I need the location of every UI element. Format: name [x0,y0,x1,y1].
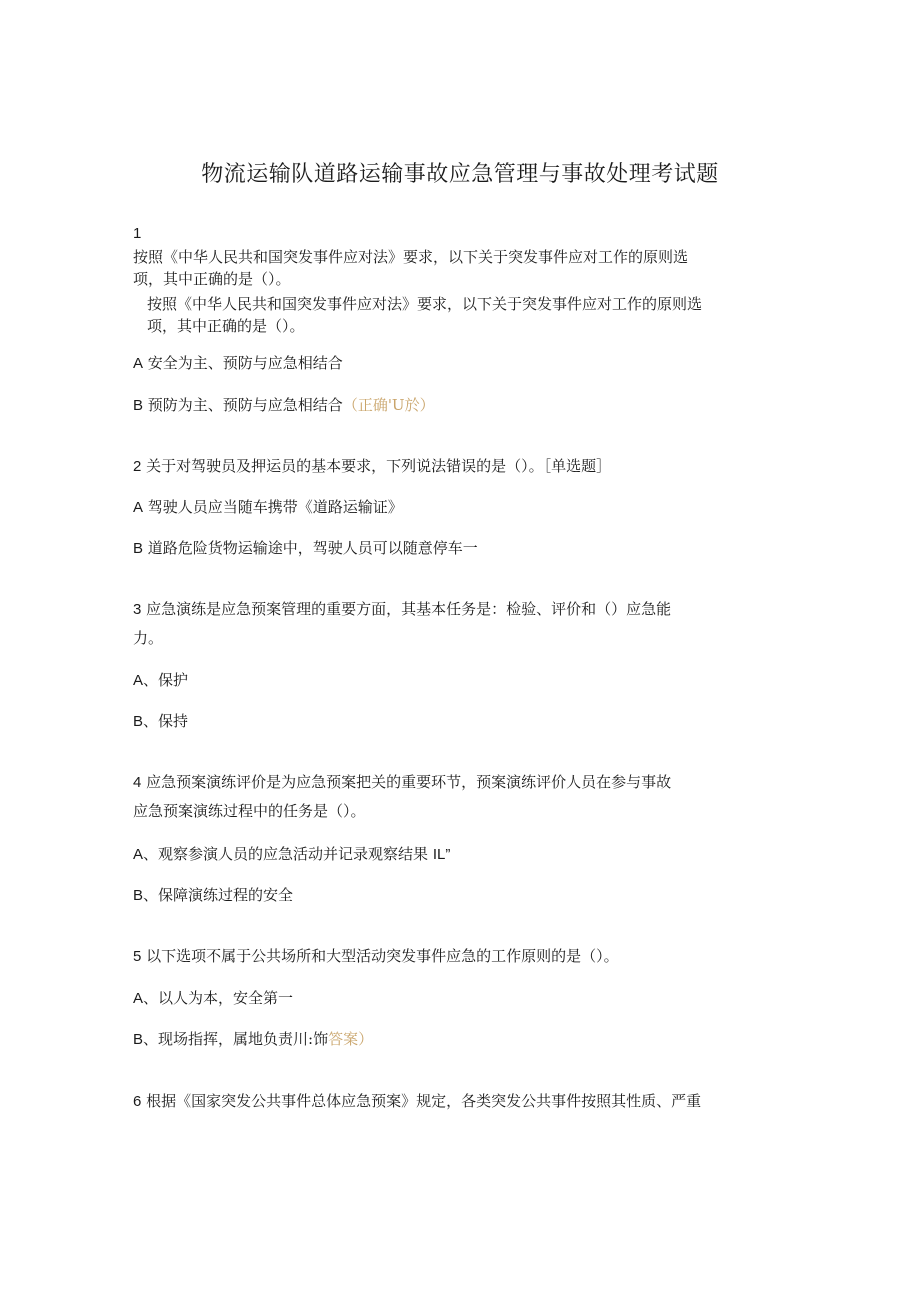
question-3-option-b [133,710,188,733]
question-2-stem [133,455,611,478]
option-letter: A [133,355,144,372]
question-number: 5 [133,948,142,965]
question-number: 4 [133,774,142,791]
option-letter: B [133,1031,144,1048]
option-letter: A [133,499,144,516]
question-4-option-b [133,884,293,907]
question-3-stem-line-2: 力。 [133,629,164,647]
option-tail: IL” [432,846,451,863]
question-1-number [133,222,141,245]
option-letter: B [133,713,144,730]
question-number: 2 [133,458,142,475]
option-letter: B [133,397,144,414]
question-1-stem-line-1: 按照《中华人民共和国突发事件应对法》要求，以下关于突发事件应对工作的原则选 [133,248,689,266]
question-2-option-b [133,537,478,560]
page-title: 物流运输队道路运输事故应急管理与事故处理考试题 [201,162,719,187]
option-text: 、保护 [143,671,189,689]
question-1-option-a [133,352,343,375]
question-4-stem-line-1 [133,771,671,794]
option-text: 预防为主、预防与应急相结合 [147,396,343,414]
question-number: 3 [133,601,142,618]
option-letter: A [133,672,144,689]
answer-mark: 答案） [328,1030,374,1048]
question-5-stem [133,945,619,968]
option-letter: A [133,846,144,863]
question-6-stem-line-1 [133,1090,701,1113]
question-1-repeat-line-1: 按照《中华人民共和国突发事件应对法》要求，以下关于突发事件应对工作的原则选 [147,295,703,313]
question-5-option-b [133,1028,373,1051]
option-letter: B [133,887,144,904]
option-letter: A [133,990,144,1007]
question-3-option-a [133,669,188,692]
question-4-stem-line-2: 应急预案演练过程中的任务是（）。 [133,802,366,820]
option-text: 、保障演练过程的安全 [143,886,294,904]
question-2-option-a [133,496,403,519]
question-3-stem-line-1 [133,598,671,621]
question-1-option-b [133,394,435,417]
question-number: 1 [133,225,142,242]
question-4-option-a [133,843,450,866]
option-text: 、现场指挥，属地负责川:饰 [143,1030,329,1048]
question-text: 根据《国家突发公共事件总体应急预案》规定，各类突发公共事件按照其性质、严重 [146,1092,702,1110]
option-text: 、保持 [143,712,189,730]
option-text: 驾驶人员应当随车携带《道路运输证》 [147,498,403,516]
option-text: 、观察参演人员的应急活动并记录观察结果 [143,845,429,863]
question-1-stem-line-2: 项，其中正确的是（）。 [133,270,291,288]
option-text: 安全为主、预防与应急相结合 [147,354,343,372]
question-text: 关于对驾驶员及押运员的基本要求，下列说法错误的是（）。［单选题］ [146,457,612,475]
question-text: 以下选项不属于公共场所和大型活动突发事件应急的工作原则的是（）。 [146,947,619,965]
option-text: 、以人为本，安全第一 [143,989,294,1007]
option-letter: B [133,540,144,557]
question-text: 应急演练是应急预案管理的重要方面，其基本任务是：检验、评价和（）应急能 [146,600,672,618]
question-1-repeat-line-2: 项，其中正确的是（）。 [147,317,305,335]
option-text: 道路危险货物运输途中，驾驶人员可以随意停车一 [147,539,478,557]
question-number: 6 [133,1093,142,1110]
question-5-option-a [133,987,293,1010]
answer-mark: （正确'U於） [342,396,435,414]
question-text: 应急预案演练评价是为应急预案把关的重要环节，预案演练评价人员在参与事故 [146,773,672,791]
